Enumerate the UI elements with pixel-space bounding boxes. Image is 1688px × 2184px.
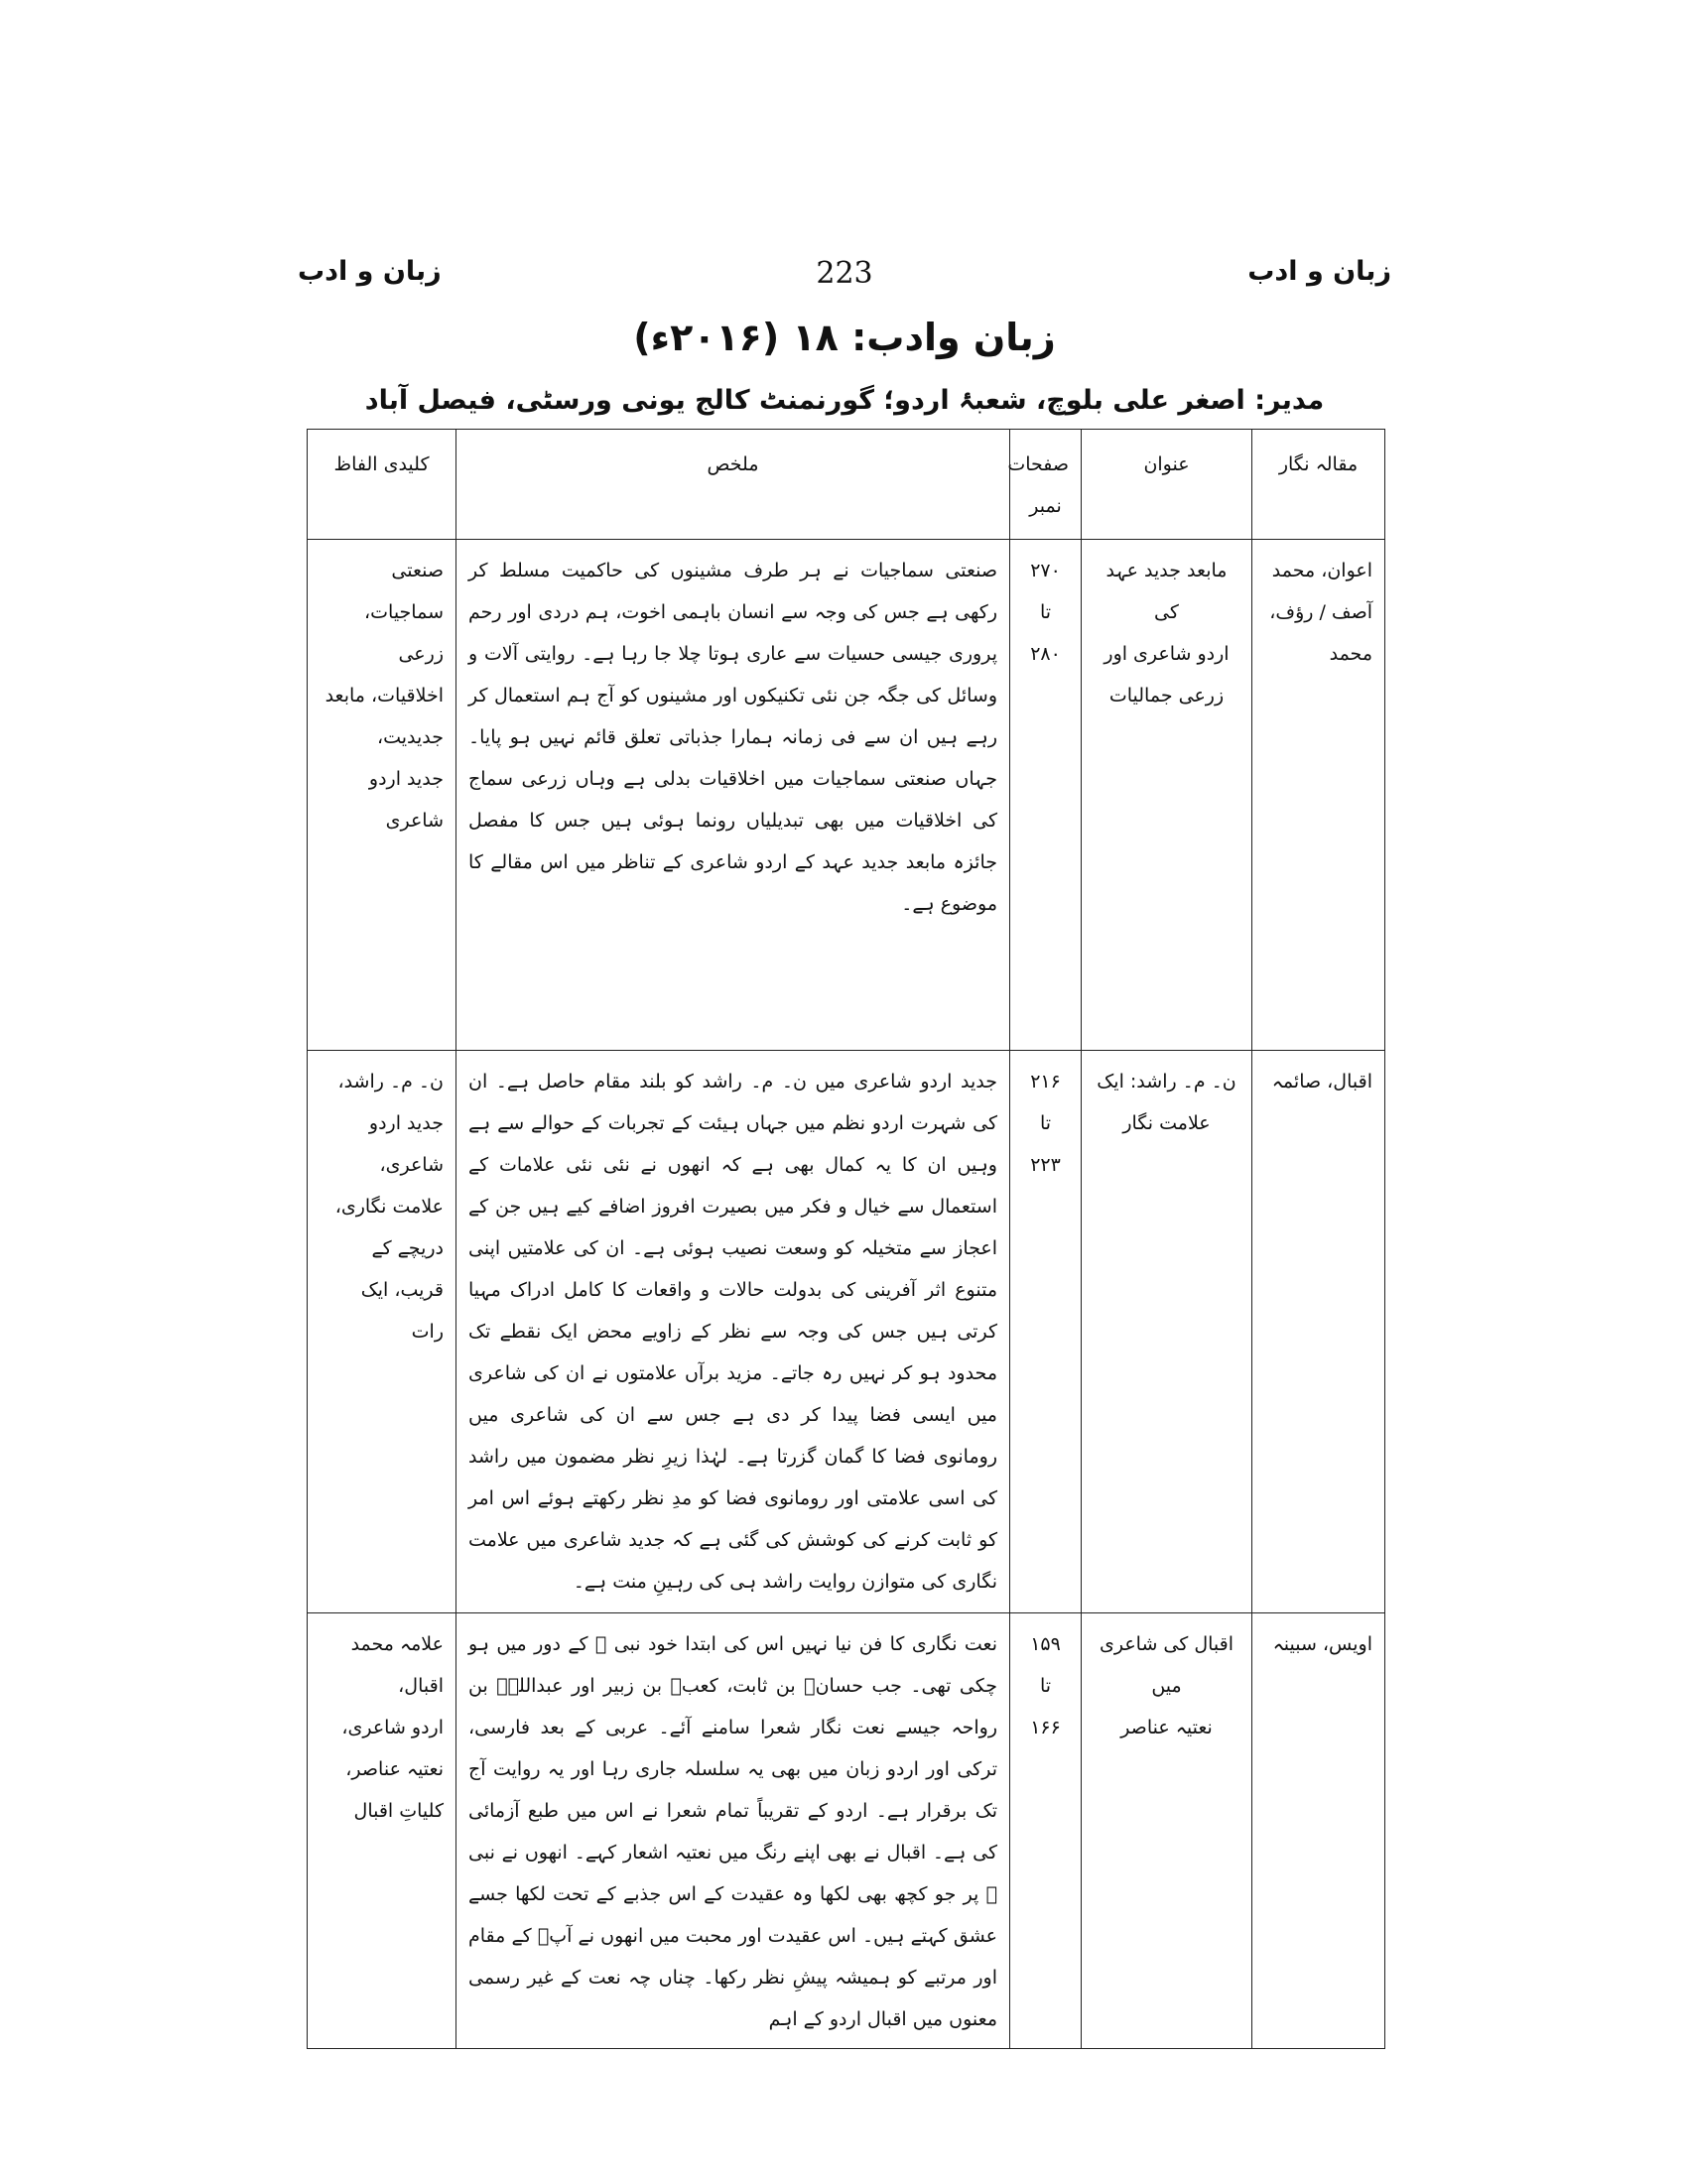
keyword-line: ن۔ م۔ راشد، xyxy=(337,1071,444,1092)
cell-summary: جدید اردو شاعری میں ن۔ م۔ راشد کو بلند مقام حاصل ہے۔ ان کی شہرت اردو نظم میں جہاں ہیئت کے تجربات کے حوالے سے ہے وہیں ان کا یہ کمال بھی ہے کہ انھوں نے نئی نئی علامات کے استعمال سے خیال و فکر میں بصیرت افروز اضافے کیے ہیں جن کے اعجاز سے متخیلہ کو وسعت نصیب ہوئی ہے۔ ان کی علامتیں اپنی متنوع اثر آفرینی کی بدولت حالات و واقعات کا کامل ادراک مہیا کرتی ہیں جس کی وجہ سے نظر کے زاویے محض ایک نقطے تک محدود ہو کر نہیں رہ جاتے۔ مزید برآں علامتوں نے ان کی شاعری میں ایسی فضا پیدا کر دی ہے جس سے ان کی شاعری میں رومانوی فضا کا گمان گزرتا ہے۔ لہٰذا زیرِ نظر مضمون میں راشد کی اسی علامتی اور رومانوی فضا کو مدِ نظر رکھتے ہوئے اس امر کو ثابت کرنے کی کوشش کی گئی ہے کہ جدید شاعری میں علامت نگاری کی متوازن روایت راشد ہی کی رہینِ منت ہے۔ xyxy=(456,1051,1010,1613)
author-line: آصف / رؤف، xyxy=(1269,601,1372,623)
page-start: ۲۷۰ xyxy=(1030,560,1061,581)
keyword-line: جدید اردو xyxy=(368,1112,444,1134)
cell-pages xyxy=(1010,540,1082,1051)
keyword-line: دریچے کے xyxy=(371,1237,444,1259)
cell-summary: صنعتی سماجیات نے ہر طرف مشینوں کی حاکمیت مسلط کر رکھی ہے جس کی وجہ سے انسان باہمی اخوت، ہم دردی اور رحم پروری جیسی حسیات سے عاری ہوتا چلا جا رہا ہے۔ روایتی آلات و وسائل کی جگہ جن نئی تکنیکوں اور مشینوں کو آج ہم استعمال کر رہے ہیں ان سے فی زمانہ ہمارا جذباتی تعلق قائم نہیں ہو پایا۔ جہاں صنعتی سماجیات میں اخلاقیات بدلی ہے وہاں زرعی سماج کی اخلاقیات میں بھی تبدیلیاں رونما ہوئی ہیں جس کا مفصل جائزہ مابعد جدید عہد کے اردو شاعری کے تناظر میں اس مقالے کا موضوع ہے۔ xyxy=(456,540,1010,1051)
keyword-line: علامت نگاری، xyxy=(334,1196,444,1218)
keyword-line: کلیاتِ اقبال xyxy=(353,1800,444,1822)
page-end: ۲۲۳ xyxy=(1030,1154,1061,1176)
title-line: علامت نگار xyxy=(1122,1112,1211,1134)
page-to: تا xyxy=(1039,601,1052,623)
page-start: ۱۵۹ xyxy=(1030,1633,1061,1655)
header-title: عنوان xyxy=(1082,430,1252,540)
author-line: اعوان، محمد xyxy=(1271,560,1372,581)
keyword-line: جدید اردو xyxy=(368,768,444,790)
running-head xyxy=(298,256,1391,296)
author-line: اقبال، صائمہ xyxy=(1271,1071,1372,1092)
cell-author xyxy=(1252,1051,1385,1613)
header-keywords: کلیدی الفاظ xyxy=(308,430,456,540)
page-title: زبان وادب: ۱۸ (۲۰۱۶ء) xyxy=(633,316,1056,359)
keyword-line: اخلاقیات، مابعد xyxy=(325,685,444,707)
header-author: مقالہ نگار xyxy=(1252,430,1385,540)
title-line: نعتیہ عناصر xyxy=(1120,1717,1213,1738)
table-row xyxy=(308,1051,1385,1613)
page-end: ۱۶۶ xyxy=(1030,1717,1061,1738)
cell-title xyxy=(1082,540,1252,1051)
keyword-line: قریب، ایک xyxy=(360,1279,444,1301)
page-to: تا xyxy=(1039,1675,1052,1697)
page-start: ۲۱۶ xyxy=(1030,1071,1061,1092)
title-line: مابعد جدید عہد کی xyxy=(1105,560,1228,623)
running-head-journal-left: زبان و ادب xyxy=(298,256,442,287)
keyword-line: شاعری xyxy=(385,810,444,832)
page-to: تا xyxy=(1039,1112,1052,1134)
keyword-line: رات xyxy=(411,1321,444,1343)
table-row xyxy=(308,540,1385,1051)
keyword-line: جدیدیت، xyxy=(376,726,444,748)
author-line: اویس، سبینہ xyxy=(1272,1633,1372,1655)
page-end: ۲۸۰ xyxy=(1030,643,1061,665)
keyword-line: زرعی xyxy=(398,643,444,665)
running-head-journal-right: زبان و ادب xyxy=(1247,256,1391,287)
keyword-line: اردو شاعری، xyxy=(341,1717,444,1738)
cell-author xyxy=(1252,1613,1385,2049)
title-line: اقبال کی شاعری میں xyxy=(1099,1633,1234,1697)
table-header-row xyxy=(308,430,1385,540)
author-line: محمد xyxy=(1329,643,1372,665)
cell-keywords xyxy=(308,540,456,1051)
title-line: اردو شاعری اور xyxy=(1104,643,1230,665)
cell-title xyxy=(1082,1613,1252,2049)
title-line: ن۔ م۔ راشد: ایک xyxy=(1097,1071,1236,1092)
page-subtitle: مدیر: اصغر علی بلوچ، شعبۂ اردو؛ گورنمنٹ کالج یونی ورسٹی، فیصل آباد xyxy=(364,385,1325,416)
cell-author xyxy=(1252,540,1385,1051)
keyword-line: صنعتی سماجیات، xyxy=(364,560,444,623)
keyword-line: نعتیہ عناصر، xyxy=(345,1758,444,1780)
keyword-line: علامہ محمد اقبال، xyxy=(350,1633,444,1697)
header-summary: ملخص xyxy=(456,430,1010,540)
cell-keywords xyxy=(308,1613,456,2049)
article-index-table xyxy=(307,429,1385,2049)
header-pages: صفحات نمبر xyxy=(1010,430,1082,540)
cell-pages xyxy=(1010,1051,1082,1613)
keyword-line: شاعری، xyxy=(379,1154,444,1176)
page-number: 223 xyxy=(816,256,873,291)
title-line: زرعی جمالیات xyxy=(1108,685,1225,707)
cell-title xyxy=(1082,1051,1252,1613)
cell-pages xyxy=(1010,1613,1082,2049)
cell-summary: نعت نگاری کا فن نیا نہیں اس کی ابتدا خود نبی ﷺ کے دور میں ہو چکی تھی۔ جب حسانؓ بن ثابت، کعبؓ بن زبیر اور عبداللہؓ بن رواحہ جیسے نعت نگار شعرا سامنے آئے۔ عربی کے بعد فارسی، ترکی اور اردو زبان میں بھی یہ سلسلہ جاری رہا اور یہ روایت آج تک برقرار ہے۔ اردو کے تقریباً تمام شعرا نے اس میں طبع آزمائی کی ہے۔ اقبال نے بھی اپنے رنگ میں نعتیہ اشعار کہے۔ انھوں نے نبی ﷺ پر جو کچھ بھی لکھا وہ عقیدت کے اس جذبے کے تحت لکھا جسے عشق کہتے ہیں۔ اس عقیدت اور محبت میں انھوں نے آپؐ کے مقام اور مرتبے کو ہمیشہ پیشِ نظر رکھا۔ چناں چہ نعت کے غیر رسمی معنوں میں اقبال اردو کے اہم xyxy=(456,1613,1010,2049)
table-row xyxy=(308,1613,1385,2049)
cell-keywords xyxy=(308,1051,456,1613)
